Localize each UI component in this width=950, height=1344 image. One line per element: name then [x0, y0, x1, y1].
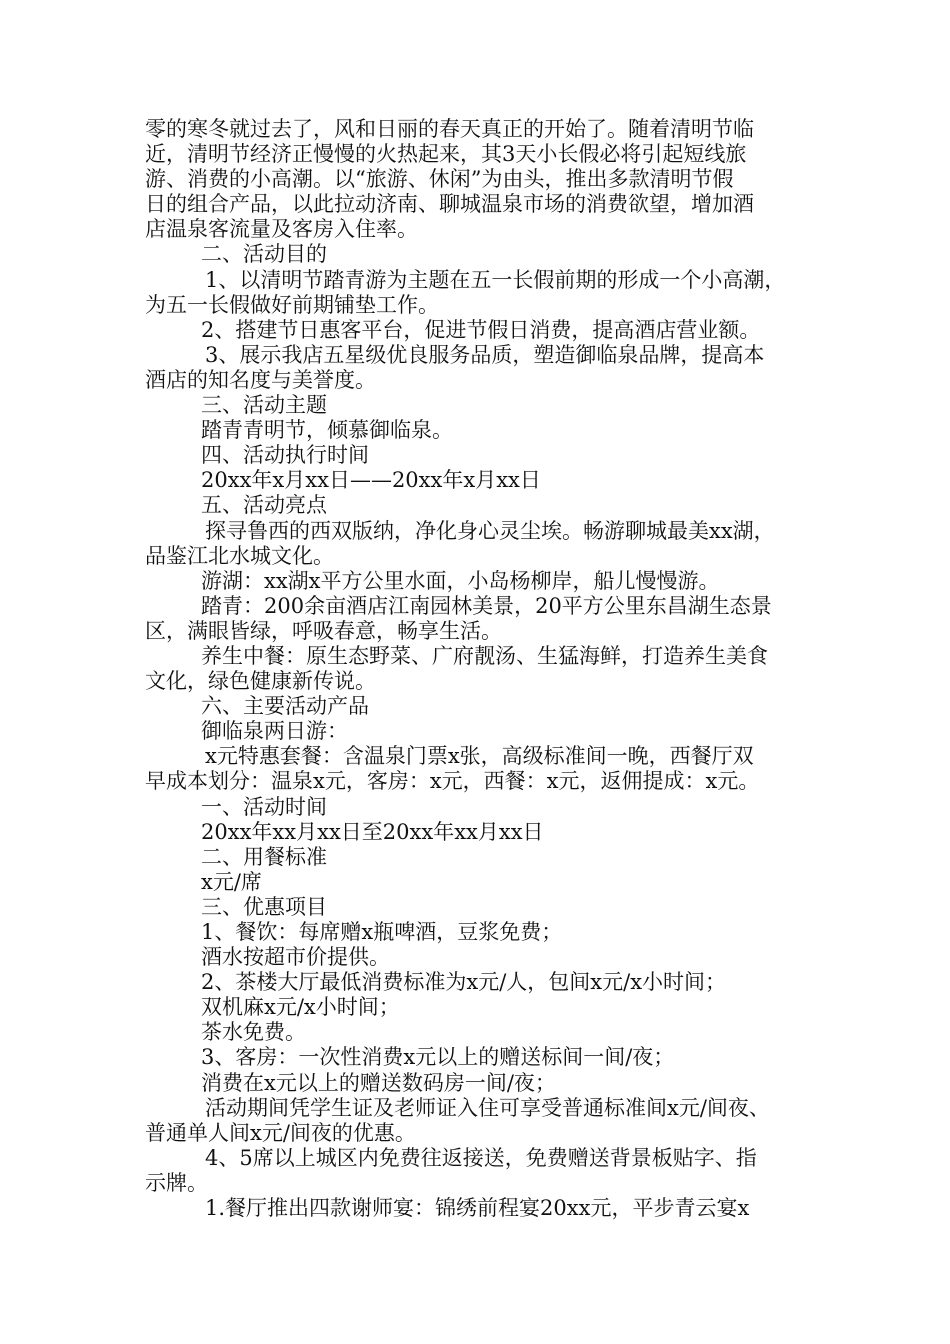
paragraph-line: 20xx年x月xx日——20xx年x月xx日 — [201, 468, 541, 493]
paragraph-line: x元/席 — [201, 869, 262, 894]
paragraph-line: 游、消费的小高潮。以“旅游、休闲”为由头，推出多款清明节假 — [145, 167, 734, 192]
paragraph-line: 探寻鲁西的西双版纳，净化身心灵尘埃。畅游聊城最美xx湖， — [205, 518, 775, 543]
paragraph-line: 消费在x元以上的赠送数码房一间/夜； — [201, 1070, 556, 1095]
section-heading: 二、用餐标准 — [201, 844, 327, 869]
paragraph-line: 日的组合产品，以此拉动济南、聊城温泉市场的消费欲望，增加酒 — [145, 192, 754, 217]
paragraph-line: 活动期间凭学生证及老师证入住可享受普通标准间x元/间夜、 — [205, 1095, 770, 1120]
section-heading: 二、活动目的 — [201, 242, 327, 267]
section-heading: 五、活动亮点 — [201, 493, 327, 518]
paragraph-line: 酒水按超市价提供。 — [201, 945, 390, 970]
paragraph-line: 店温泉客流量及客房入住率。 — [145, 217, 418, 242]
paragraph-line: 双机麻x元/x小时间； — [201, 995, 400, 1020]
paragraph-line: 2、搭建节日惠客平台，促进节假日消费，提高酒店营业额。 — [201, 317, 761, 342]
paragraph-line: 为五一长假做好前期铺垫工作。 — [145, 292, 439, 317]
paragraph-line: 示牌。 — [145, 1170, 208, 1195]
paragraph-line: 1.餐厅推出四款谢师宴：锦绣前程宴20xx元，平步青云宴x — [205, 1196, 750, 1221]
paragraph-line: 品鉴江北水城文化。 — [145, 543, 334, 568]
paragraph-line: 御临泉两日游： — [201, 719, 348, 744]
paragraph-line: 1、餐饮：每席赠x瓶啤酒，豆浆免费； — [201, 920, 563, 944]
paragraph-line: 普通单人间x元/间夜的优惠。 — [145, 1120, 416, 1145]
paragraph-line: x元特惠套餐：含温泉门票x张，高级标准间一晚，西餐厅双 — [205, 744, 754, 769]
section-heading: 四、活动执行时间 — [201, 443, 369, 468]
paragraph-line: 20xx年xx月xx日至20xx年xx月xx日 — [201, 819, 544, 844]
paragraph-line: 早成本划分：温泉x元，客房：x元，西餐：x元，返佣提成：x元。 — [145, 769, 760, 794]
section-heading: 六、主要活动产品 — [201, 694, 369, 719]
paragraph-line: 1、以清明节踏青游为主题在五一长假前期的形成一个小高潮， — [205, 267, 786, 292]
paragraph-line: 区，满眼皆绿，呼吸春意，畅享生活。 — [145, 618, 502, 643]
paragraph-line: 近，清明节经济正慢慢的火热起来，其3天小长假必将引起短线旅 — [145, 142, 747, 167]
document-body — [145, 117, 825, 1221]
paragraph-line: 文化，绿色健康新传说。 — [145, 669, 376, 694]
paragraph-line: 养生中餐：原生态野菜、广府靓汤、生猛海鲜，打造养生美食 — [201, 643, 768, 668]
paragraph-line: 零的寒冬就过去了，风和日丽的春天真正的开始了。随着清明节临 — [145, 117, 754, 141]
paragraph-line: 2、茶楼大厅最低消费标准为x元/人，包间x元/x小时间； — [201, 970, 727, 995]
paragraph-line: 3、展示我店五星级优良服务品质，塑造御临泉品牌，提高本 — [205, 342, 765, 367]
paragraph-line: 踏青：200余亩酒店江南园林美景，20平方公里东昌湖生态景 — [201, 593, 772, 618]
paragraph-line: 游湖：xx湖x平方公里水面，小岛杨柳岸，船儿慢慢游。 — [201, 568, 720, 593]
section-heading: 一、活动时间 — [201, 794, 327, 819]
section-heading: 三、优惠项目 — [201, 894, 327, 919]
paragraph-line: 踏青青明节，倾慕御临泉。 — [201, 418, 453, 443]
section-heading: 三、活动主题 — [201, 393, 327, 418]
paragraph-line: 茶水免费。 — [201, 1020, 306, 1045]
paragraph-line: 3、客房：一次性消费x元以上的赠送标间一间/夜； — [201, 1045, 675, 1070]
paragraph-line: 酒店的知名度与美誉度。 — [145, 367, 376, 392]
paragraph-line: 4、5席以上城区内免费往返接送，免费赠送背景板贴字、指 — [205, 1145, 757, 1170]
